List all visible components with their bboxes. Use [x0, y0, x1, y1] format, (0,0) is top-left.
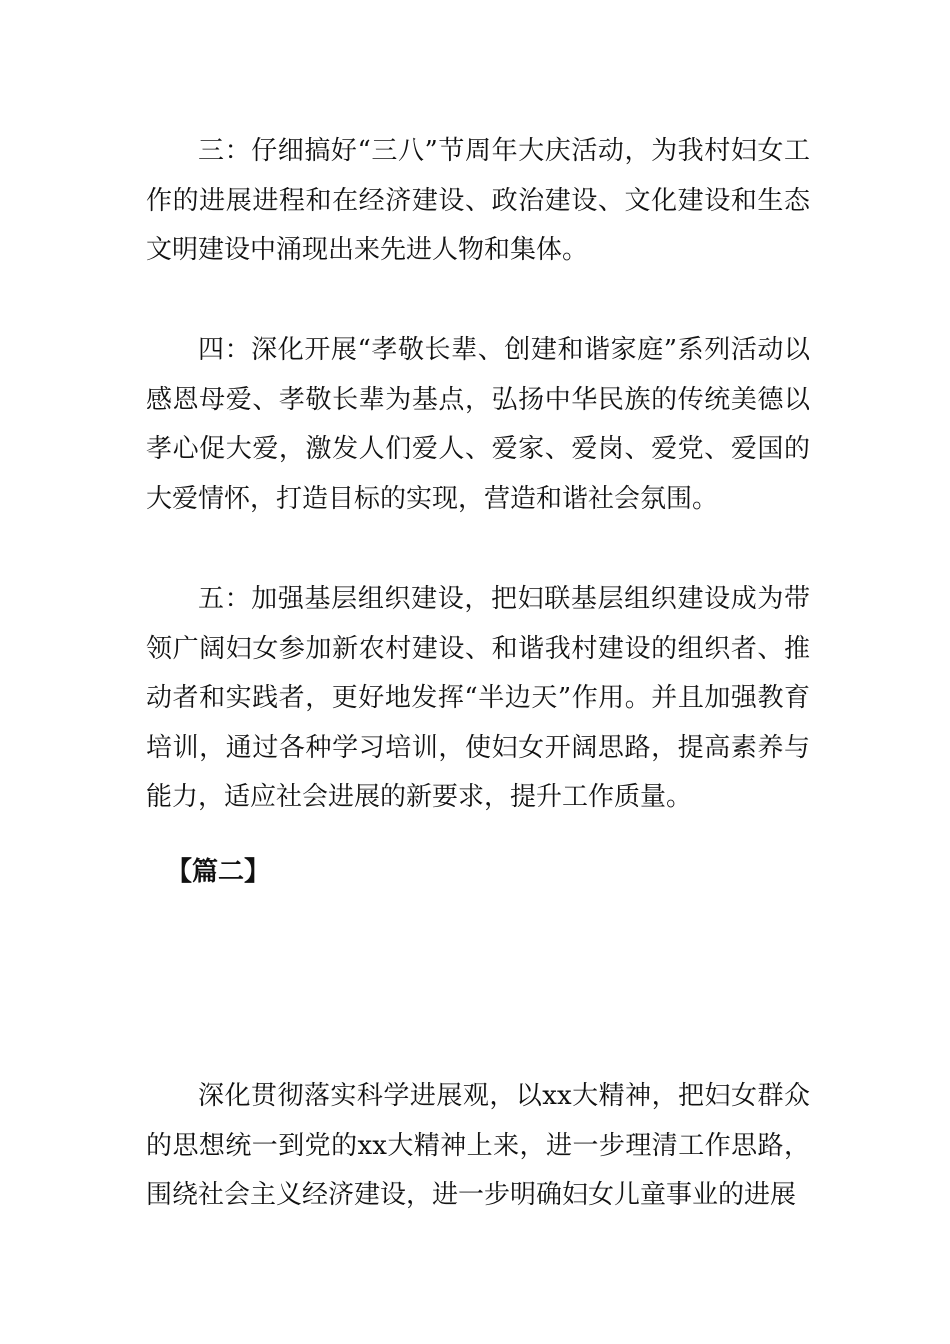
paragraph-item-three: 三：仔细搞好“三八”节周年大庆活动，为我村妇女工作的进展进程和在经济建设、政治建设、文化建设和生态文明建设中涌现出来先进人物和集体。 — [146, 136, 810, 265]
paragraph-item-five: 五：加强基层组织建设，把妇联基层组织建设成为带领广阔妇女参加新农村建设、和谐我村建设的组织者、推动者和实践者，更好地发挥“半边天”作用。并且加强教育培训，通过各种学习培训，使妇女开阔思路，提高素养与能力，适应社会进展的新要求，提升工作质量。 — [146, 584, 810, 812]
paragraph-item-four: 四：深化开展“孝敬长辈、创建和谐家庭”系列活动以感恩母爱、孝敬长辈为基点，弘扬中华民族的传统美德以孝心促大爱，激发人们爱人、爱家、爱岗、爱党、爱国的大爱情怀，打造目标的实现，营造和谐社会氛围。 — [146, 335, 810, 514]
section-heading: 【篇二】 — [166, 857, 271, 887]
paragraph-intro-part-two: 深化贯彻落实科学进展观，以xx大精神，把妇女群众的思想统一到党的xx大精神上来，进一步理清工作思路，围绕社会主义经济建设，进一步明确妇女儿童事业的进展 — [146, 1081, 810, 1210]
